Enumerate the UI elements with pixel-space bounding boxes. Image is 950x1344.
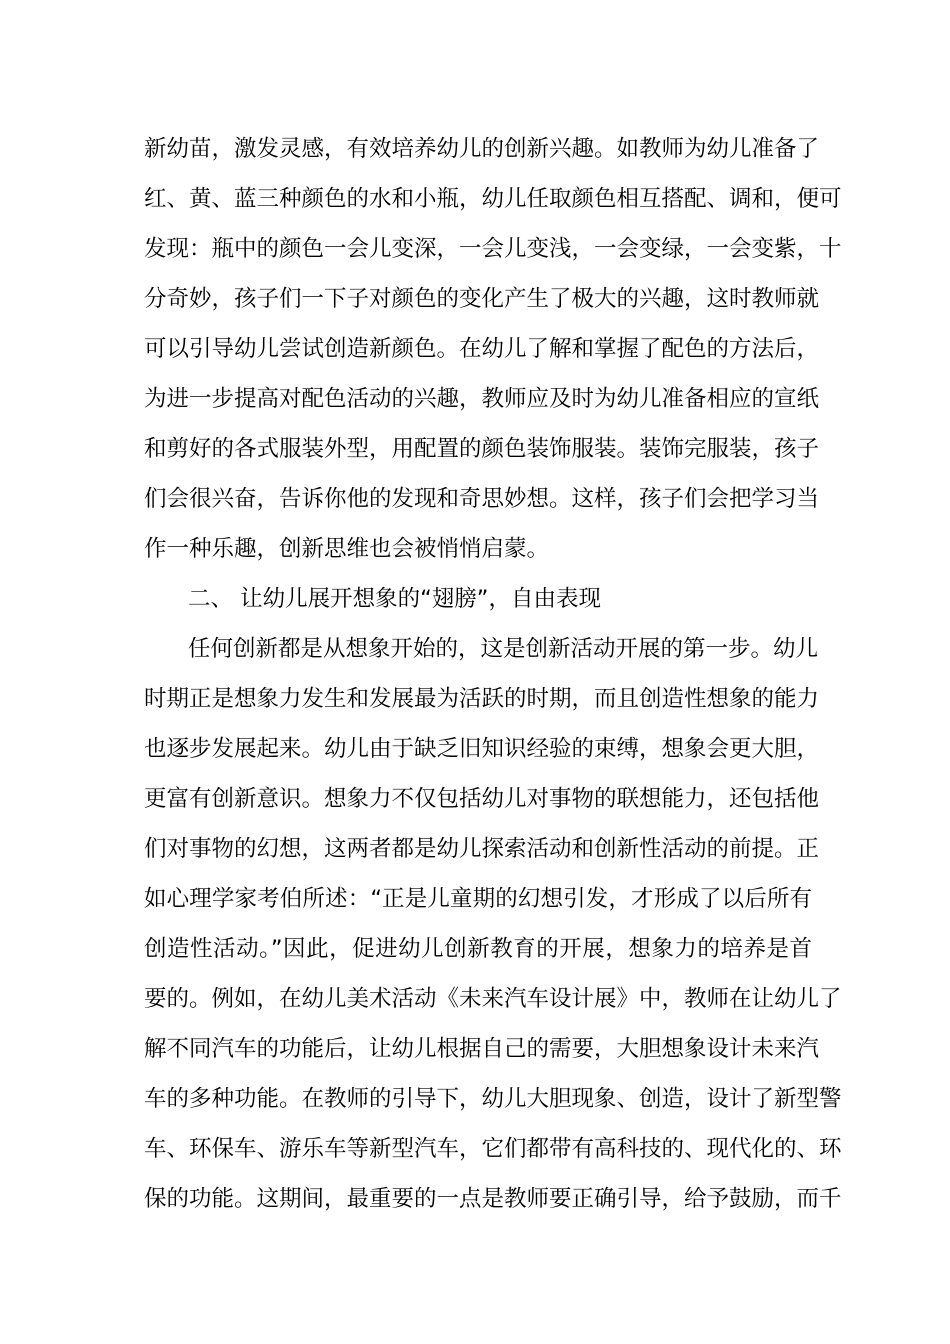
paragraph-2-line-7: 创造性活动。”因此，促进幼儿创新教育的开展，想象力的培养是首 xyxy=(144,936,812,962)
paragraph-1-line-4: 分奇妙，孩子们一下子对颜色的变化产生了极大的兴趣，这时教师就 xyxy=(144,286,820,312)
paragraph-2-line-1: 任何创新都是从想象开始的，这是创新活动开展的第一步。幼儿 xyxy=(188,636,819,662)
paragraph-2-line-10: 车的多种功能。在教师的引导下，幼儿大胆现象、创造，设计了新型警 xyxy=(144,1086,842,1112)
paragraph-2-line-8: 要的。例如，在幼儿美术活动《未来汽车设计展》中，教师在让幼儿了 xyxy=(144,986,842,1012)
paragraph-2-line-9: 解不同汽车的功能后，让幼儿根据自己的需要，大胆想象设计未来汽 xyxy=(144,1036,820,1062)
paragraph-1-line-6: 为进一步提高对配色活动的兴趣，教师应及时为幼儿准备相应的宣纸 xyxy=(144,386,820,412)
paragraph-1-line-3: 发现：瓶中的颜色一会儿变深，一会儿变浅，一会变绿，一会变紫，十 xyxy=(144,236,842,262)
paragraph-1-line-7: 和剪好的各式服装外型，用配置的颜色装饰服装。装饰完服装，孩子 xyxy=(144,436,820,462)
paragraph-2-line-3: 也逐步发展起来。幼儿由于缺乏旧知识经验的束缚，想象会更大胆， xyxy=(144,736,820,762)
paragraph-2-line-2: 时期正是想象力发生和发展最为活跃的时期，而且创造性想象的能力 xyxy=(144,686,820,712)
paragraph-2-line-6: 如心理学家考伯所述：“正是儿童期的幻想引发，才形成了以后所有 xyxy=(144,886,812,912)
paragraph-2-line-4: 更富有创新意识。想象力不仅包括幼儿对事物的联想能力，还包括他 xyxy=(144,786,820,812)
paragraph-1-line-5: 可以引导幼儿尝试创造新颜色。在幼儿了解和掌握了配色的方法后， xyxy=(144,336,820,362)
paragraph-2-line-12: 保的功能。这期间，最重要的一点是教师要正确引导，给予鼓励，而千 xyxy=(144,1186,842,1212)
section-heading: 二、 让幼儿展开想象的“翅膀”，自由表现 xyxy=(188,586,601,612)
paragraph-1-line-2: 红、黄、蓝三种颜色的水和小瓶，幼儿任取颜色相互搭配、调和，便可 xyxy=(144,186,842,212)
paragraph-1-line-8: 们会很兴奋，告诉你他的发现和奇思妙想。这样，孩子们会把学习当 xyxy=(144,486,820,512)
paragraph-1-line-1: 新幼苗，激发灵感，有效培养幼儿的创新兴趣。如教师为幼儿准备了 xyxy=(144,136,820,162)
paragraph-2-line-11: 车、环保车、游乐车等新型汽车，它们都带有高科技的、现代化的、环 xyxy=(144,1136,842,1162)
paragraph-2-line-5: 们对事物的幻想，这两者都是幼儿探索活动和创新性活动的前提。正 xyxy=(144,836,820,862)
paragraph-1-line-9: 作一种乐趣，创新思维也会被悄悄启蒙。 xyxy=(144,536,550,562)
